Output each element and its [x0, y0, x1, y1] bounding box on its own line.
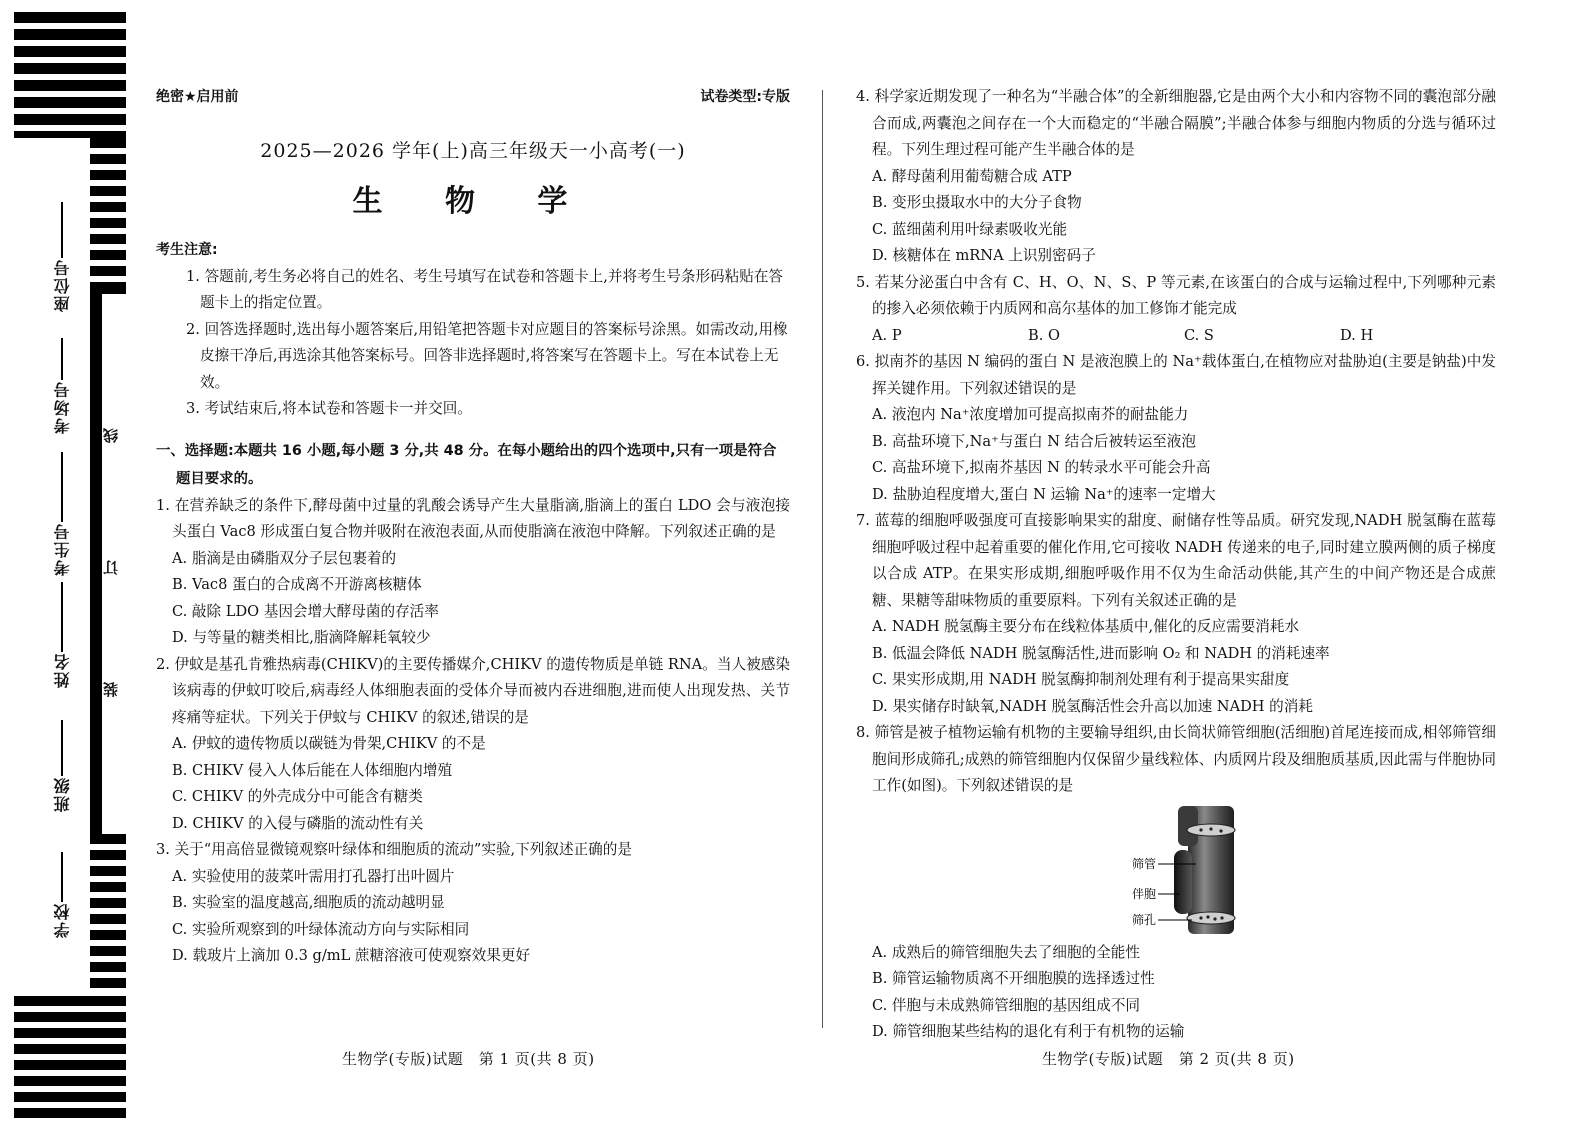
option-c[interactable]: C. 实验所观察到的叶绿体流动方向与实际相同 — [172, 920, 470, 938]
question-5 — [856, 270, 1496, 350]
option-b[interactable]: B. 实验室的温度越高,细胞质的流动越明显 — [172, 894, 445, 911]
sieve-tube-figure — [856, 800, 1496, 940]
subject-title: 生 物 学 — [352, 183, 594, 219]
field-label: 班级 — [52, 776, 72, 812]
question-1 — [156, 493, 790, 652]
right-column — [856, 84, 1496, 1046]
cut-mark-line: 线 — [102, 428, 120, 443]
option-a[interactable]: A. 脂滴是由磷脂双分子层包裹着的 — [172, 549, 397, 567]
field-label: 学校 — [52, 902, 72, 938]
top-row — [156, 84, 790, 110]
notice-item: 2. 回答选择题时,选出每小题答案后,用铅笔把答题卡对应题目的答案标号涂黑。如需改动,用橡皮擦干净后,再选涂其他答案标号。回答非选择题时,将答案写在答题卡上。写在本试卷上无效。 — [186, 320, 788, 391]
option-b[interactable]: B. 低温会降低 NADH 脱氢酶活性,进而影响 O₂ 和 NADH 的消耗速率 — [872, 644, 1330, 662]
question-6 — [856, 349, 1496, 508]
question-stem: 6. 拟南芥的基因 N 编码的蛋白 N 是液泡膜上的 Na⁺载体蛋白,在植物应对盐胁迫(主要是钠盐)中发挥关键作用。下列叙述错误的是 — [856, 353, 1496, 397]
option-c[interactable]: C. 高盐环境下,拟南芥基因 N 的转录水平可能会升高 — [872, 459, 1211, 476]
paper-type-label: 试卷类型:专版 — [700, 89, 790, 105]
cut-mark-bind: 订 — [102, 560, 120, 575]
question-3 — [156, 837, 790, 970]
option-a[interactable]: A. 实验使用的菠菜叶需用打孔器打出叶圆片 — [172, 867, 455, 885]
options-row — [856, 323, 1496, 350]
label-sieve-pore: 筛孔 — [1131, 912, 1156, 927]
column-divider — [822, 90, 823, 1028]
field-label: 姓名 — [52, 652, 72, 688]
option-c[interactable]: C. CHIKV 的外壳成分中可能含有糖类 — [172, 788, 423, 805]
option-c[interactable]: C. S — [1184, 326, 1214, 344]
field-school[interactable] — [50, 852, 74, 938]
notice-item: 1. 答题前,考生务必将自己的姓名、考生号填写在试卷和答题卡上,并将考生号条形码粘贴在答题卡上的指定位置。 — [186, 267, 784, 311]
section-heading: 一、选择题:本题共 16 小题,每小题 3 分,共 48 分。在每小题给出的四个选项中,只有一项是符合题目要求的。 — [156, 442, 777, 487]
notice-heading: 考生注意: — [156, 242, 218, 258]
sieve-plate-shape — [1187, 912, 1235, 924]
question-stem: 3. 关于“用高倍显微镜观察叶绿体和细胞质的流动”实验,下列叙述正确的是 — [156, 841, 632, 858]
option-d[interactable]: D. 载玻片上滴加 0.3 g/mL 蔗糖溶液可使观察效果更好 — [172, 947, 531, 964]
option-d[interactable]: D. 与等量的糖类相比,脂滴降解耗氧较少 — [172, 629, 431, 646]
option-a[interactable]: A. 成熟后的筛管细胞失去了细胞的全能性 — [872, 943, 1140, 961]
option-b[interactable]: B. CHIKV 侵入人体后能在人体细胞内增殖 — [172, 761, 453, 779]
option-b[interactable]: B. 筛管运输物质离不开细胞膜的选择透过性 — [872, 970, 1155, 987]
question-stem: 1. 在营养缺乏的条件下,酵母菌中过量的乳酸会诱导产生大量脂滴,脂滴上的蛋白 LDO 会与液泡接头蛋白 Vac8 形成蛋白复合物并吸附在液泡表面,从而使脂滴在液泡中降解。下列叙述正确的是 — [156, 496, 790, 540]
label-companion-cell: 伴胞 — [1131, 886, 1156, 901]
field-label: 考生号 — [52, 522, 72, 576]
cut-mark-install: 装 — [102, 682, 120, 697]
question-4 — [856, 84, 1496, 270]
question-8 — [856, 720, 1496, 1046]
sieve-tube-illustration — [856, 800, 1496, 940]
field-seat[interactable] — [50, 202, 74, 312]
option-b[interactable]: B. 变形虫摄取水中的大分子食物 — [872, 194, 1082, 211]
option-c[interactable]: C. 果实形成期,用 NADH 脱氢酶抑制剂处理有利于提高果实甜度 — [872, 671, 1290, 688]
question-stem: 7. 蓝莓的细胞呼吸强度可直接影响果实的甜度、耐储存性等品质。研究发现,NADH 脱氢酶在蓝莓细胞呼吸过程中起着重要的催化作用,它可接收 NADH 传递来的电子,同时建立膜两侧的质子梯度以合成 ATP。在果实形成期,细胞呼吸作用不仅为生命活动供能,其产生的中间产物还是合成蔗糖、果糖等甜味物质的重要原料。下列有关叙述正确的是 — [856, 512, 1496, 609]
confidential-label: 绝密★启用前 — [156, 89, 239, 105]
field-label: 座位号 — [52, 258, 72, 312]
footer-page-2: 生物学(专版)试题 第 2 页(共 8 页) — [1042, 1050, 1295, 1068]
question-stem: 8. 筛管是被子植物运输有机物的主要输导组织,由长筒状筛管细胞(活细胞)首尾连接而成,相邻筛管细胞间形成筛孔;成熟的筛管细胞内仅保留少量线粒体、内质网片段及细胞质基质,因此需与伴胞协同工作(如图)。下列叙述错误的是 — [856, 724, 1496, 794]
companion-cell-shape — [1174, 850, 1192, 914]
option-a[interactable]: A. 液泡内 Na⁺浓度增加可提高拟南芥的耐盐能力 — [872, 406, 1189, 423]
label-sieve-tube: 筛管 — [1131, 856, 1156, 871]
option-d[interactable]: D. 盐胁迫程度增大,蛋白 N 运输 Na⁺的速率一定增大 — [872, 485, 1216, 503]
field-label: 考场号 — [52, 380, 72, 434]
field-class[interactable] — [50, 720, 74, 812]
field-student-id[interactable] — [50, 452, 74, 576]
option-d[interactable]: D. CHIKV 的入侵与磷脂的流动性有关 — [172, 814, 424, 832]
option-b[interactable]: B. Vac8 蛋白的合成离不开游离核糖体 — [172, 576, 422, 593]
question-stem: 5. 若某分泌蛋白中含有 C、H、O、N、S、P 等元素,在该蛋白的合成与运输过程中,下列哪种元素的掺入必须依赖于内质网和高尔基体的加工修饰才能完成 — [856, 273, 1496, 317]
option-c[interactable]: C. 敲除 LDO 基因会增大酵母菌的存活率 — [172, 602, 439, 620]
exam-title: 2025—2026 学年(上)高三年级天一小高考(一) — [260, 140, 686, 162]
option-d[interactable]: D. 筛管细胞某些结构的退化有利于有机物的运输 — [872, 1023, 1185, 1040]
question-stem: 4. 科学家近期发现了一种名为“半融合体”的全新细胞器,它是由两个大小和内容物不同的囊泡部分融合而成,两囊泡之间存在一个大而稳定的“半融合隔膜”;半融合体参与细胞内物质的分选与循环过程。下列生理过程可能产生半融合体的是 — [856, 88, 1496, 158]
footer-page-1: 生物学(专版)试题 第 1 页(共 8 页) — [342, 1050, 595, 1068]
option-d[interactable]: D. 核糖体在 mRNA 上识别密码子 — [872, 247, 1096, 264]
option-b[interactable]: B. O — [1028, 326, 1060, 344]
option-c[interactable]: C. 伴胞与未成熟筛管细胞的基因组成不同 — [872, 996, 1141, 1014]
option-a[interactable]: A. 伊蚊的遗传物质以碳链为骨架,CHIKV 的不是 — [172, 735, 486, 752]
question-7 — [856, 508, 1496, 720]
option-d[interactable]: D. H — [1340, 326, 1374, 344]
notice-item: 3. 考试结束后,将本试卷和答题卡一并交回。 — [186, 400, 472, 417]
option-a[interactable]: A. P — [872, 326, 902, 344]
option-b[interactable]: B. 高盐环境下,Na⁺与蛋白 N 结合后被转运至液泡 — [872, 432, 1196, 450]
field-name[interactable] — [50, 582, 74, 688]
field-room[interactable] — [50, 338, 74, 434]
option-a[interactable]: A. 酵母菌利用葡萄糖合成 ATP — [872, 167, 1072, 185]
left-column — [156, 84, 790, 970]
option-d[interactable]: D. 果实储存时缺氧,NADH 脱氢酶活性会升高以加速 NADH 的消耗 — [872, 697, 1313, 715]
option-a[interactable]: A. NADH 脱氢酶主要分布在线粒体基质中,催化的反应需要消耗水 — [872, 618, 1300, 635]
option-c[interactable]: C. 蓝细菌利用叶绿素吸收光能 — [872, 220, 1068, 238]
question-2 — [156, 652, 790, 838]
question-stem: 2. 伊蚊是基孔肯雅热病毒(CHIKV)的主要传播媒介,CHIKV 的遗传物质是单链 RNA。当人被感染该病毒的伊蚊叮咬后,病毒经人体细胞表面的受体介导而被内吞进细胞,进而使人出现发热、关节疼痛等症状。下列关于伊蚊与 CHIKV 的叙述,错误的是 — [156, 655, 790, 726]
